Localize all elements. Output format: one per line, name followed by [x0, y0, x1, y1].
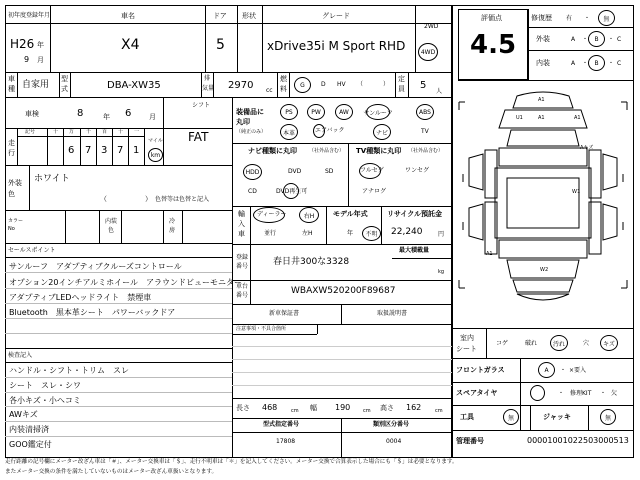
- registration-label: 登録: [236, 254, 249, 261]
- fuel-paren-close: ）: [383, 81, 390, 88]
- inspector-note-line: シート スレ・シワ: [9, 381, 81, 390]
- shift-label: シフト: [192, 102, 211, 109]
- fuel-diesel: D: [321, 81, 326, 88]
- aircon-label: 冷: [169, 218, 176, 225]
- chassis-label-2: 番号: [236, 292, 249, 299]
- notes-label: 注意事項・不具合箇所: [236, 326, 287, 332]
- tv-fullseg: フルセグ: [360, 167, 384, 174]
- equip-airbag: エアバック: [315, 127, 345, 134]
- length-value: 468: [262, 403, 278, 412]
- exterior-grade-label: 外装: [536, 35, 550, 43]
- drive-2wd: 2WD: [424, 23, 439, 30]
- inspection-month: 6: [125, 108, 132, 119]
- inspector-note-line: 内装清掃済: [9, 425, 49, 434]
- seat-scratch-circled: キズ: [600, 335, 618, 351]
- drive-4wd-circled: 4WD: [418, 43, 438, 61]
- width-unit: cm: [363, 408, 371, 414]
- navi-type-sub: （社外品含む）: [309, 148, 345, 154]
- tv-analog: アナログ: [362, 188, 387, 195]
- model-year-label: モデル年式: [333, 210, 368, 218]
- fuel-label: 燃: [280, 75, 287, 83]
- model-label-2: 式: [61, 85, 68, 93]
- seat-tear: 破れ: [525, 340, 538, 347]
- front-glass-sep: ・: [560, 367, 567, 374]
- grade-value: xDrive35i M Sport RHD: [267, 39, 406, 53]
- owners-manual-label: 取扱説明書: [377, 310, 408, 317]
- diagram-label: U1: [516, 115, 523, 121]
- first-reg-month-unit: 月: [37, 56, 44, 64]
- width-value: 190: [335, 403, 351, 412]
- equip-pw-circled: PW: [307, 104, 325, 120]
- interior-grade-b-circled: B: [588, 55, 605, 71]
- shift-value: FAT: [188, 130, 209, 144]
- equip-ps-circled: PS: [280, 104, 298, 120]
- mileage-header-100: 百: [102, 129, 108, 135]
- diagram-label: Aキズ: [580, 145, 594, 151]
- person-unit: 人: [436, 88, 443, 95]
- model-year-unit: 年: [347, 230, 354, 237]
- width-label: 幅: [310, 404, 317, 412]
- first-reg-year: H26: [10, 37, 35, 51]
- mileage-digit: 6: [68, 145, 75, 156]
- max-load-unit: kg: [438, 269, 445, 275]
- mileage-digit: 7: [117, 145, 124, 156]
- import-parallel: 並行: [264, 230, 277, 237]
- equip-sunroof-circled: サンルーフ: [366, 104, 390, 120]
- inspector-note-line: 各小キズ・小ヘコミ: [9, 396, 81, 405]
- navi-dvd-play: DVD再生可: [276, 188, 308, 195]
- mileage-unit-km-circled: km: [148, 148, 163, 162]
- usage-value: 自家用: [22, 80, 50, 90]
- navi-hdd-circled: HDD: [243, 164, 262, 180]
- tv-type-sub: （社外品含む）: [408, 148, 444, 154]
- model-year-unknown-circled: 不明: [362, 226, 381, 241]
- inspector-note-line: AWキズ: [9, 410, 38, 419]
- footer-note-1: 走行距離の記号欄にメーター改ざん車は「＃」、メーター交換車は「＄」、走行不明車は「＊」を記入してください。メーター交換で合算表示した場合にも「＄」は必要となります。: [5, 459, 458, 465]
- fuel-paren-open: （: [357, 81, 364, 88]
- length-label: 長さ: [236, 404, 250, 412]
- color-no-label: カラー: [8, 218, 24, 224]
- model-label: 型: [61, 75, 68, 83]
- sales-point-line: サンルーフ アダプティブクルーズコントロール: [9, 262, 182, 271]
- import-label-2: 入: [238, 220, 245, 228]
- mileage-header-1: 一: [134, 129, 140, 135]
- exterior-grade-c: C: [617, 36, 622, 43]
- interior-grade-label: 内装: [536, 59, 550, 67]
- jack-none-circled: 無: [600, 409, 616, 425]
- registration-plate: 春日井300な3328: [273, 257, 350, 267]
- import-label: 輸: [238, 210, 245, 218]
- fuel-label-2: 料: [280, 85, 287, 93]
- displacement-label-2: 気量: [202, 85, 215, 92]
- tv-type-label: TV種類に丸印: [356, 147, 402, 155]
- interior-grade-sep: ・: [582, 60, 589, 67]
- front-glass-label: フロントガラス: [456, 366, 505, 374]
- exterior-grade-sep: ・: [608, 36, 615, 43]
- door-label: ドア: [213, 12, 227, 20]
- capacity-value: 5: [420, 80, 427, 91]
- class-number-label: 類別区分番号: [373, 421, 410, 428]
- displacement-label: 排: [204, 75, 211, 82]
- displacement-value: 2970: [228, 80, 254, 91]
- interior-color-label-2: 色: [108, 227, 115, 234]
- diagram-label: A1: [486, 251, 493, 257]
- diagram-label: W2: [540, 267, 549, 273]
- exterior-grade-sep: ・: [582, 36, 589, 43]
- score-label: 評価点: [481, 14, 502, 22]
- inspector-notes-label: 検査記入: [8, 352, 33, 359]
- mileage-header-symbol: 記号: [25, 129, 36, 135]
- tv-oneseg: ワンセグ: [405, 167, 430, 174]
- new-car-warranty-label: 新車保証書: [269, 310, 300, 317]
- mileage-header-10: 十: [118, 129, 124, 135]
- footer-note-2: またメーター交換の条件を満たしていないものはメーター改ざん車扱いとなります。: [5, 469, 218, 475]
- repair-yes: 有: [566, 15, 573, 22]
- registration-label-2: 番号: [236, 263, 249, 270]
- inspector-note-line: ハンドル・シフト・トリム スレ: [9, 366, 129, 375]
- import-dealer: ディーラー: [257, 211, 287, 218]
- import-left-h: 左H: [302, 230, 313, 237]
- exterior-paren-open: （: [100, 195, 107, 203]
- height-value: 162: [406, 403, 422, 412]
- inspection-year-unit: 年: [103, 113, 110, 121]
- recycle-unit: 円: [438, 231, 445, 238]
- repair-no-circled: 無: [598, 10, 615, 26]
- equipment-label-3: （純正のみ）: [236, 129, 267, 135]
- exterior-grade-a: A: [571, 36, 576, 43]
- inspection-label: 車検: [25, 110, 39, 118]
- shape-label: 形状: [242, 12, 256, 20]
- exterior-color-value: ホワイト: [34, 174, 70, 184]
- inspector-note-line: GOO鑑定付: [9, 440, 52, 449]
- height-label: 高さ: [380, 404, 394, 412]
- model-value: DBA-XW35: [107, 80, 161, 91]
- diagram-label: A1: [538, 97, 545, 103]
- type-designation-label: 型式指定番号: [263, 421, 300, 428]
- navi-type-label: ナビ種類に丸印: [248, 147, 297, 155]
- sales-points-label: セールスポイント: [8, 247, 56, 254]
- equipment-label-2: 丸印: [236, 118, 250, 126]
- repair-history-label: 修復歴: [531, 14, 552, 22]
- import-label-3: 車: [238, 230, 245, 238]
- seat-burn: コゲ: [496, 340, 509, 347]
- class-number: 0004: [386, 438, 402, 445]
- fuel-g-circled: G: [294, 77, 311, 93]
- mileage-label-2: 行: [8, 149, 15, 157]
- height-unit: cm: [435, 408, 443, 414]
- exterior-color-note: 色替等は色替と記入: [155, 196, 210, 203]
- chassis-number: WBAXW520200F89687: [291, 286, 396, 296]
- import-right-h-circled: 右H: [299, 207, 319, 223]
- management-number-label: 管理番号: [456, 437, 484, 445]
- first-reg-year-unit: 年: [37, 41, 44, 49]
- chassis-label: 車台: [236, 283, 249, 290]
- first-reg-label: 初年度登録年月: [8, 12, 51, 19]
- mileage-digit: 1: [133, 145, 140, 156]
- length-unit: cm: [291, 408, 299, 414]
- interior-grade-sep: ・: [608, 60, 615, 67]
- interior-seat-label: 室内: [460, 334, 474, 342]
- spare-tire-circled: [530, 385, 545, 401]
- inspection-year: 8: [77, 108, 84, 119]
- navi-cd: CD: [248, 188, 257, 195]
- door-count: 5: [216, 37, 225, 53]
- interior-seat-label-2: シート: [456, 345, 477, 353]
- mileage-header-100k: 十: [53, 129, 59, 135]
- mileage-digit: 3: [101, 145, 108, 156]
- exterior-color-label-2: 色: [8, 190, 15, 198]
- interior-color-label: 内装: [105, 218, 118, 225]
- spare-tire-sep: ・: [600, 390, 607, 397]
- repair-sep: ・: [584, 15, 591, 22]
- navi-sd: SD: [325, 168, 334, 175]
- diagram-label: A1: [538, 115, 545, 121]
- spare-tire-kit: 修理KIT: [570, 390, 592, 397]
- mileage-label: 走: [8, 139, 15, 147]
- type-designation-number: 17808: [276, 438, 296, 445]
- sales-point-line: Bluetooth 黒本革シート パワーバックドア: [9, 308, 176, 317]
- inspection-month-unit: 月: [149, 113, 156, 121]
- tools-label: 工具: [460, 413, 474, 421]
- equipment-label: 装備品に: [236, 108, 264, 116]
- score-value: 4.5: [470, 30, 517, 60]
- car-name: X4: [121, 37, 140, 53]
- exterior-grade-b-circled: B: [588, 31, 605, 47]
- first-reg-month: 9: [24, 55, 30, 64]
- capacity-label-2: 員: [398, 85, 405, 93]
- spare-tire-missing: 欠: [611, 390, 618, 397]
- exterior-paren-close: ）: [145, 195, 152, 203]
- mileage-digit: 7: [85, 145, 92, 156]
- usage-label-2: 種: [8, 85, 15, 93]
- sales-point-line: オプション20インチアルミホイール アラウンドビューモニター: [9, 278, 242, 287]
- mileage-header-10k: 万: [69, 129, 75, 135]
- front-glass-a-circled: A: [538, 362, 555, 378]
- equip-leather-circled: 本革: [280, 124, 298, 140]
- mileage-unit-mile: マイル: [148, 138, 163, 144]
- car-name-label: 車名: [121, 12, 135, 20]
- color-no-label-2: No: [8, 226, 15, 232]
- tools-none-circled: 無: [503, 409, 519, 425]
- recycle-label: リサイクル預託金: [387, 210, 443, 218]
- grade-label: グレード: [322, 12, 350, 20]
- equip-navi-circled: ナビ: [373, 124, 391, 140]
- max-load-label: 最大積載量: [399, 247, 430, 254]
- seat-hole: 穴: [583, 340, 590, 347]
- interior-grade-c: C: [617, 60, 622, 67]
- equip-aw-circled: AW: [335, 104, 353, 120]
- seat-stain-circled: 汚れ: [550, 335, 568, 351]
- cc-unit: cc: [266, 87, 273, 94]
- spare-tire-label: スペアタイヤ: [456, 389, 498, 397]
- mileage-header-1k: 千: [86, 129, 92, 135]
- spare-tire-sep: ・: [558, 390, 565, 397]
- exterior-color-label: 外装: [8, 179, 22, 187]
- jack-label: ジャッキ: [543, 413, 571, 421]
- equip-abs-circled: ABS: [416, 104, 434, 120]
- diagram-label: W1: [572, 189, 581, 195]
- aircon-label-2: 房: [169, 227, 176, 234]
- navi-dvd: DVD: [288, 168, 302, 175]
- usage-label: 車: [8, 75, 15, 83]
- capacity-label: 定: [398, 75, 405, 83]
- recycle-amount: 22,240: [391, 227, 423, 237]
- management-number: 00001001022503000513: [527, 436, 629, 445]
- equip-tv: TV: [421, 128, 429, 135]
- front-glass-replace: ×要入: [569, 367, 587, 374]
- car-damage-diagram: [455, 88, 631, 328]
- fuel-hv: HV: [337, 81, 346, 88]
- sales-point-line: アダプティブLEDヘッドライト 禁煙車: [9, 293, 152, 302]
- diagram-label: A1: [574, 115, 581, 121]
- interior-grade-a: A: [571, 60, 576, 67]
